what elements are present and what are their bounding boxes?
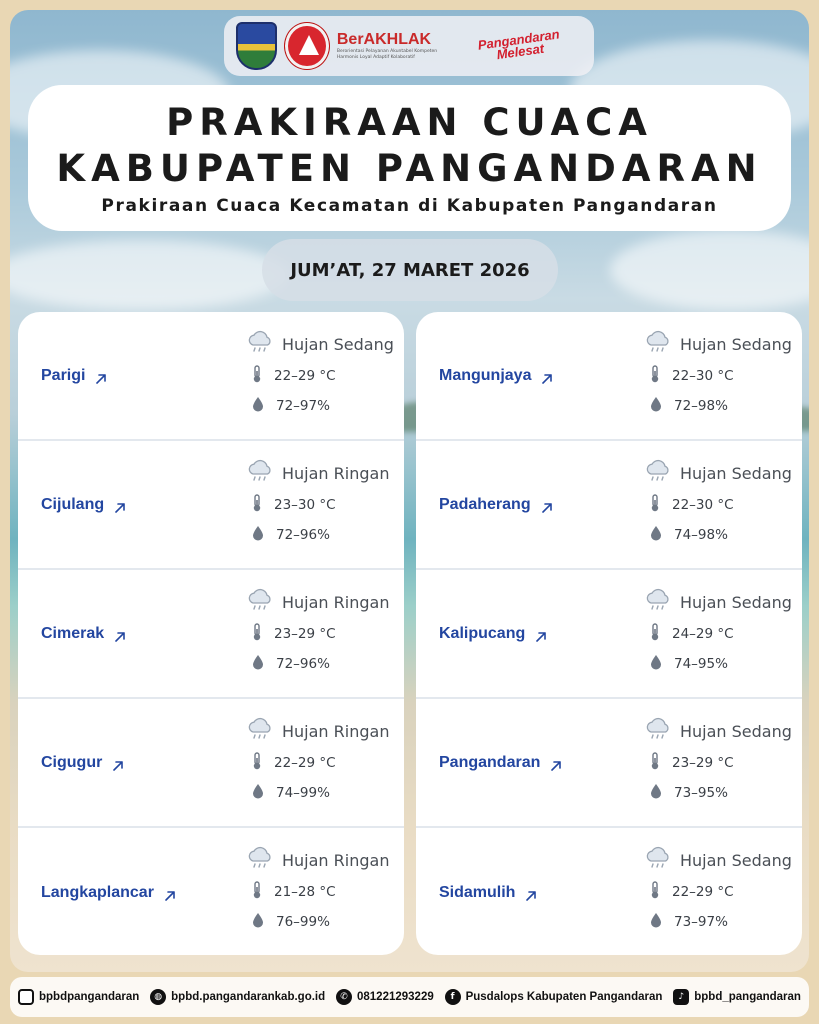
thermometer-icon — [252, 623, 262, 645]
water-drop-icon — [650, 654, 662, 674]
weather-condition: Hujan Sedang — [680, 850, 792, 870]
weather-info — [246, 590, 404, 674]
weather-condition: Hujan Sedang — [282, 334, 394, 354]
external-link-arrow-icon — [550, 757, 562, 769]
temperature-range: 22–29 °C — [274, 755, 336, 771]
weather-info — [246, 332, 404, 416]
thermometer-icon — [252, 752, 262, 774]
humidity-range: 73–95% — [674, 785, 728, 801]
humidity-range: 72–97% — [276, 398, 330, 414]
location-name: Cimerak — [41, 624, 105, 642]
water-drop-icon — [650, 525, 662, 545]
external-link-arrow-icon — [541, 499, 553, 511]
weather-info — [246, 461, 404, 545]
weather-condition: Hujan Sedang — [680, 463, 792, 483]
water-drop-icon — [252, 783, 264, 803]
rain-cloud-icon — [246, 588, 274, 616]
humidity-range: 73–97% — [674, 914, 728, 930]
rain-cloud-icon — [644, 588, 672, 616]
thermometer-icon — [252, 881, 262, 903]
forecast-panel-left — [18, 312, 404, 955]
weather-info — [246, 719, 404, 803]
external-link-arrow-icon — [525, 887, 537, 899]
location-link[interactable] — [41, 884, 176, 902]
whatsapp-number: 081221293229 — [356, 991, 434, 1003]
weather-info — [246, 848, 404, 932]
rain-cloud-icon — [246, 330, 274, 358]
pangandaran-melesat-logo: Pangandaran Melesat — [476, 26, 561, 63]
berakhlak-logo-tagline: Berorientasi Pelayanan Akuntabel Kompeten Harmonis Loyal Adaptif Kolaboratif — [336, 49, 438, 60]
thermometer-icon — [252, 494, 262, 516]
weather-condition: Hujan Sedang — [680, 592, 792, 612]
location-name: Parigi — [41, 366, 86, 384]
footer-website[interactable] — [150, 989, 325, 1005]
weather-condition: Hujan Ringan — [282, 721, 390, 741]
water-drop-icon — [252, 912, 264, 932]
page-title-line-2: KABUPATEN PANGANDARAN — [56, 147, 763, 190]
location-name: Sidamulih — [439, 883, 516, 901]
logo-bar — [224, 16, 594, 76]
location-link[interactable] — [41, 496, 126, 514]
weather-condition: Hujan Sedang — [680, 721, 792, 741]
temperature-range: 21–28 °C — [274, 884, 336, 900]
rain-cloud-icon — [246, 846, 274, 874]
location-name: Cijulang — [41, 495, 105, 513]
humidity-range: 72–96% — [276, 527, 330, 543]
location-name: Mangunjaya — [439, 366, 532, 384]
external-link-arrow-icon — [535, 628, 547, 640]
thermometer-icon — [650, 365, 660, 387]
forecast-row — [416, 441, 802, 570]
forecast-panel-right — [416, 312, 802, 955]
pangandaran-regency-emblem-logo — [236, 22, 277, 70]
temperature-range: 23–29 °C — [672, 755, 734, 771]
title-card — [28, 85, 791, 231]
humidity-range: 74–98% — [674, 527, 728, 543]
temperature-range: 24–29 °C — [672, 626, 734, 642]
rain-cloud-icon — [644, 330, 672, 358]
humidity-range: 76–99% — [276, 914, 330, 930]
weather-condition: Hujan Ringan — [282, 850, 390, 870]
tiktok-icon: ♪ — [673, 989, 689, 1005]
weather-info — [644, 719, 802, 803]
location-link[interactable] — [439, 754, 562, 772]
temperature-range: 23–29 °C — [274, 626, 336, 642]
location-link[interactable] — [439, 367, 553, 385]
location-name: Kalipucang — [439, 624, 526, 642]
weather-info — [644, 590, 802, 674]
location-name: Cigugur — [41, 753, 103, 771]
forecast-row — [18, 312, 404, 441]
external-link-arrow-icon — [114, 499, 126, 511]
footer-facebook[interactable] — [445, 989, 663, 1005]
location-name: Langkaplancar — [41, 883, 154, 901]
thermometer-icon — [650, 881, 660, 903]
rain-cloud-icon — [246, 459, 274, 487]
page-subtitle: Prakiraan Cuaca Kecamatan di Kabupaten Pangandaran — [101, 196, 718, 216]
forecast-row — [416, 699, 802, 828]
rain-cloud-icon — [644, 846, 672, 874]
bpbd-logo — [285, 23, 328, 69]
forecast-row — [416, 570, 802, 699]
weather-condition: Hujan Ringan — [282, 592, 390, 612]
facebook-page: Pusdalops Kabupaten Pangandaran — [465, 991, 663, 1003]
footer-whatsapp[interactable] — [336, 989, 434, 1005]
external-link-arrow-icon — [114, 628, 126, 640]
thermometer-icon — [650, 752, 660, 774]
temperature-range: 22–29 °C — [672, 884, 734, 900]
date-badge: JUM’AT, 27 MARET 2026 — [262, 239, 558, 301]
water-drop-icon — [650, 396, 662, 416]
location-link[interactable] — [439, 625, 547, 643]
temperature-range: 22–30 °C — [672, 497, 734, 513]
forecast-row — [416, 828, 802, 955]
location-link[interactable] — [41, 625, 126, 643]
website-url: bpbd.pangandarankab.go.id — [171, 991, 326, 1003]
footer-tiktok[interactable] — [673, 989, 801, 1005]
location-link[interactable] — [439, 496, 553, 514]
facebook-icon: f — [445, 989, 461, 1005]
location-link[interactable] — [439, 884, 537, 902]
rain-cloud-icon — [644, 459, 672, 487]
instagram-handle: bpbdpangandaran — [39, 991, 140, 1003]
instagram-icon — [18, 989, 34, 1005]
weather-condition: Hujan Ringan — [282, 463, 390, 483]
water-drop-icon — [252, 396, 264, 416]
external-link-arrow-icon — [95, 370, 107, 382]
location-link[interactable] — [41, 754, 124, 772]
temperature-range: 22–30 °C — [672, 368, 734, 384]
globe-icon: ◍ — [150, 989, 166, 1005]
forecast-row — [18, 570, 404, 699]
humidity-range: 72–98% — [674, 398, 728, 414]
temperature-range: 22–29 °C — [274, 368, 336, 384]
footer-contact-bar — [10, 977, 809, 1017]
water-drop-icon — [252, 525, 264, 545]
footer-instagram[interactable] — [18, 989, 139, 1005]
weather-info — [644, 848, 802, 932]
forecast-row — [18, 828, 404, 955]
water-drop-icon — [650, 783, 662, 803]
weather-info — [644, 461, 802, 545]
thermometer-icon — [650, 494, 660, 516]
forecast-row — [18, 441, 404, 570]
water-drop-icon — [252, 654, 264, 674]
whatsapp-icon: ✆ — [336, 989, 352, 1005]
water-drop-icon — [650, 912, 662, 932]
thermometer-icon — [252, 365, 262, 387]
location-link[interactable] — [41, 367, 107, 385]
location-name: Padaherang — [439, 495, 531, 513]
humidity-range: 74–95% — [674, 656, 728, 672]
berakhlak-logo — [337, 31, 449, 61]
berakhlak-logo-text: BerAKHLAK — [336, 31, 432, 48]
page-title-line-1: PRAKIRAAN CUACA — [166, 101, 653, 144]
external-link-arrow-icon — [164, 887, 176, 899]
external-link-arrow-icon — [541, 370, 553, 382]
temperature-range: 23–30 °C — [274, 497, 336, 513]
forecast-row — [18, 699, 404, 828]
weather-info — [644, 332, 802, 416]
rain-cloud-icon — [644, 717, 672, 745]
humidity-range: 72–96% — [276, 656, 330, 672]
tiktok-handle: bpbd_pangandaran — [694, 991, 801, 1003]
rain-cloud-icon — [246, 717, 274, 745]
location-name: Pangandaran — [439, 753, 541, 771]
external-link-arrow-icon — [112, 757, 124, 769]
forecast-row — [416, 312, 802, 441]
humidity-range: 74–99% — [276, 785, 330, 801]
thermometer-icon — [650, 623, 660, 645]
weather-condition: Hujan Sedang — [680, 334, 792, 354]
